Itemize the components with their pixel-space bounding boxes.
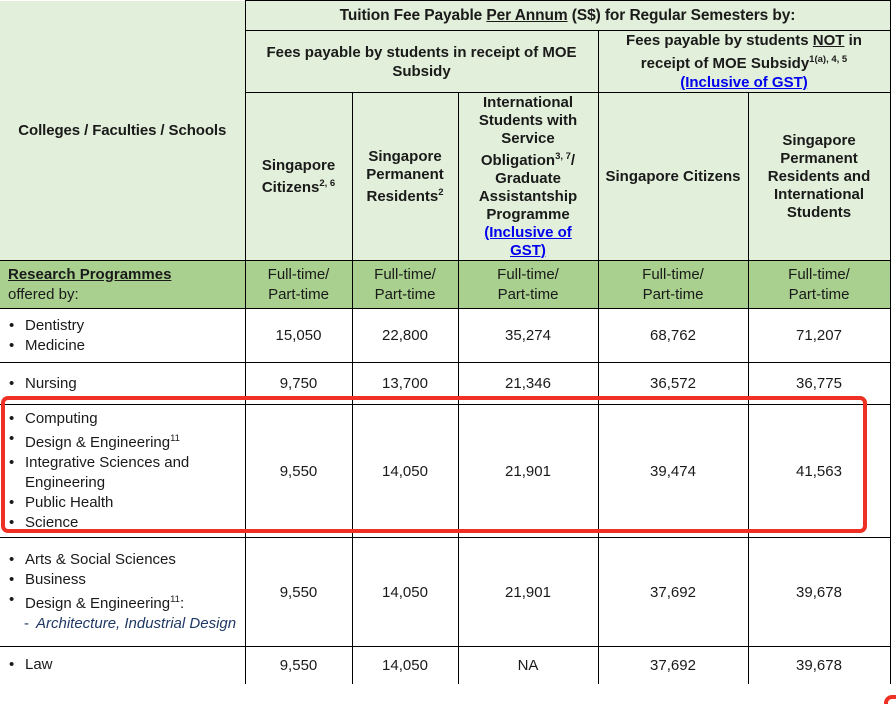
programme-item bbox=[9, 550, 241, 570]
inclusive-gst-link[interactable]: (Inclusive of GST) bbox=[680, 74, 808, 91]
programme-name: Public Health bbox=[25, 494, 114, 511]
programme-item bbox=[9, 429, 241, 453]
group-header-moe-subsidy: Fees payable by students in receipt of MOE Subsidy bbox=[245, 31, 598, 93]
fee-value: 68,762 bbox=[598, 309, 748, 363]
programmes-cell bbox=[0, 363, 245, 405]
programme-item bbox=[9, 409, 241, 429]
fee-value: NA bbox=[458, 647, 598, 684]
programme-item bbox=[9, 374, 241, 394]
column-header-intl-service-obligation: International Students with Service Obligation$^{3, 7}$/ Graduate Assistantship Programme (Inclusive of GST) bbox=[458, 93, 598, 261]
bullet-icon: • bbox=[9, 336, 15, 354]
bullet-icon: • bbox=[9, 374, 15, 392]
fulltime-parttime-header: Full-time/ Part-time bbox=[245, 261, 352, 309]
column-header-sg-citizens-unsubsidized: Singapore Citizens bbox=[598, 93, 748, 261]
programme-name: Nursing bbox=[25, 374, 77, 392]
fee-value: 36,775 bbox=[748, 363, 890, 405]
programme-item bbox=[9, 570, 241, 590]
programme-name: Dentistry bbox=[25, 316, 85, 334]
table-title-row bbox=[0, 1, 890, 31]
bullet-icon: • bbox=[9, 656, 15, 674]
fee-value: 9,550 bbox=[245, 405, 352, 538]
fee-value: 39,678 bbox=[748, 538, 890, 647]
programmes-cell bbox=[0, 647, 245, 684]
research-programmes-header bbox=[0, 261, 245, 309]
corner-header-colleges-faculties-schools bbox=[0, 1, 245, 261]
bullet-icon: • bbox=[9, 454, 15, 471]
fee-value: 9,550 bbox=[245, 647, 352, 684]
group-header-no-moe-subsidy: Fees payable by students NOT in receipt of MOE Subsidy$^{1(a), 4, 5}$ (Inclusive of GST) bbox=[598, 31, 890, 93]
table-row-highlighted bbox=[0, 405, 890, 538]
fee-value: 13,700 bbox=[352, 363, 458, 405]
bullet-icon: • bbox=[9, 514, 15, 531]
fee-value: 22,800 bbox=[352, 309, 458, 363]
inclusive-gst-link[interactable]: (Inclusive of GST) bbox=[484, 223, 572, 259]
bullet-icon: • bbox=[9, 591, 15, 608]
footnote-superscript: 11 bbox=[170, 433, 180, 444]
programmes-cell bbox=[0, 405, 245, 538]
bullet-icon: • bbox=[9, 410, 15, 427]
fee-value: 41,563 bbox=[748, 405, 890, 538]
programme-name: Business bbox=[25, 571, 86, 588]
column-header-sg-pr-subsidized: Singapore Permanent Residents$^2$ bbox=[352, 93, 458, 261]
bullet-icon: • bbox=[9, 430, 15, 447]
footnote-superscript: 3, 7 bbox=[555, 150, 571, 162]
footnote-superscript: 11 bbox=[170, 594, 180, 605]
column-header-sg-citizens-subsidized: Singapore Citizens$^{2, 6}$ bbox=[245, 93, 352, 261]
table-row bbox=[0, 538, 890, 647]
table-main-title: Tuition Fee Payable Per Annum (S$) for Regular Semesters by: bbox=[245, 1, 890, 31]
dash-icon: - bbox=[24, 615, 29, 632]
fee-value: 21,901 bbox=[458, 405, 598, 538]
research-programmes-title: Research Programmes bbox=[8, 265, 172, 283]
table-row bbox=[0, 647, 890, 684]
programme-name: Science bbox=[25, 514, 79, 531]
fulltime-parttime-header: Full-time/ Part-time bbox=[352, 261, 458, 309]
fee-value: 21,901 bbox=[458, 538, 598, 647]
column-header-sg-pr-intl-unsubsidized: Singapore Permanent Residents and International Students bbox=[748, 93, 890, 261]
footnote-superscript: 2 bbox=[438, 186, 444, 198]
table-row bbox=[0, 363, 890, 405]
not-underline: NOT bbox=[812, 32, 845, 49]
footnote-superscript: 2, 6 bbox=[319, 177, 336, 189]
bullet-icon: • bbox=[9, 551, 15, 568]
fee-value: 71,207 bbox=[748, 309, 890, 363]
programme-item bbox=[9, 316, 241, 336]
fee-value: 37,692 bbox=[598, 538, 748, 647]
programme-item bbox=[9, 493, 241, 513]
programme-name: Medicine bbox=[25, 336, 86, 354]
offered-by-label: offered by: bbox=[8, 285, 79, 303]
programme-name: Law bbox=[25, 656, 53, 674]
fee-value: 21,346 bbox=[458, 363, 598, 405]
fee-value: 14,050 bbox=[352, 405, 458, 538]
programme-item bbox=[9, 336, 241, 356]
bullet-icon: • bbox=[9, 494, 15, 511]
per-annum-underline: Per Annum bbox=[486, 6, 568, 24]
programme-subitem bbox=[24, 614, 241, 634]
bullet-icon: • bbox=[9, 316, 15, 334]
red-annotation-fragment bbox=[884, 695, 896, 704]
fulltime-parttime-header: Full-time/ Part-time bbox=[598, 261, 748, 309]
corner-header-label: Colleges / Faculties / Schools bbox=[18, 121, 227, 139]
fee-value: 39,474 bbox=[598, 405, 748, 538]
fee-value: 35,274 bbox=[458, 309, 598, 363]
fee-value: 14,050 bbox=[352, 647, 458, 684]
programme-name: Integrative Sciences and Engineering bbox=[25, 454, 190, 491]
fee-value: 14,050 bbox=[352, 538, 458, 647]
programme-name: Design & Engineering$^{11}$: bbox=[25, 594, 185, 612]
fulltime-parttime-header: Full-time/ Part-time bbox=[458, 261, 598, 309]
fee-value: 39,678 bbox=[748, 647, 890, 684]
programme-item bbox=[9, 513, 241, 533]
programmes-cell bbox=[0, 309, 245, 363]
programme-subname: Architecture, Industrial Design bbox=[36, 615, 237, 632]
programme-name: Arts & Social Sciences bbox=[25, 551, 176, 568]
fee-value: 9,550 bbox=[245, 538, 352, 647]
fulltime-parttime-header: Full-time/ Part-time bbox=[748, 261, 890, 309]
programme-item bbox=[9, 590, 241, 614]
fee-value: 36,572 bbox=[598, 363, 748, 405]
programme-item bbox=[9, 655, 241, 675]
table-row bbox=[0, 309, 890, 363]
programme-name: Design & Engineering$^{11}$ bbox=[25, 433, 180, 451]
programmes-cell bbox=[0, 538, 245, 647]
footnote-superscript: 1(a), 4, 5 bbox=[809, 54, 848, 65]
programme-name: Computing bbox=[25, 410, 98, 427]
programme-item bbox=[9, 453, 241, 493]
fee-value: 37,692 bbox=[598, 647, 748, 684]
fee-value: 9,750 bbox=[245, 363, 352, 405]
fee-value: 15,050 bbox=[245, 309, 352, 363]
bullet-icon: • bbox=[9, 571, 15, 588]
research-programmes-row bbox=[0, 261, 890, 309]
